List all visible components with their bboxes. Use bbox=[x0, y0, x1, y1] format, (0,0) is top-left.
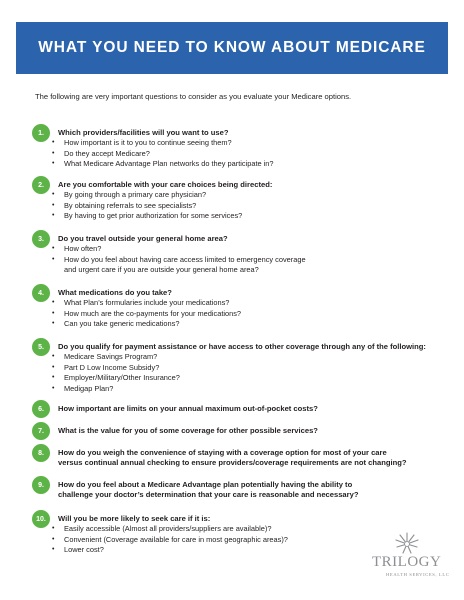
question-text: Will you be more likely to seek care if it is: bbox=[58, 514, 211, 523]
question-text-line-2: challenge your doctor’s determination that your care is reasonable and necessary? bbox=[58, 490, 359, 499]
question-text bbox=[58, 448, 458, 468]
intro-text: The following are very important questions to consider as you evaluate your Medicare options. bbox=[35, 92, 352, 101]
list-item bbox=[52, 255, 306, 276]
question-text: Do you qualify for payment assistance or have access to other coverage through any of the following: bbox=[58, 342, 426, 351]
question-5-sublist bbox=[52, 352, 180, 394]
question-text: Are you comfortable with your care choices being directed: bbox=[58, 180, 273, 189]
list-item: • Employer/Military/Other Insurance? bbox=[52, 373, 180, 384]
question-number-badge: 9. bbox=[32, 476, 50, 494]
question-text: What medications do you take? bbox=[58, 288, 172, 297]
question-text-line-1: How do you weigh the convenience of staying with a coverage option for most of your care bbox=[58, 448, 387, 457]
question-number-badge: 4. bbox=[32, 284, 50, 302]
list-item: • By obtaining referrals to see specialists? bbox=[52, 201, 242, 212]
question-text-line-2: versus continual annual checking to ensure providers/coverage requirements are not changing? bbox=[58, 458, 407, 467]
question-number-badge: 1. bbox=[32, 124, 50, 142]
logo-tagline: HEALTH SERVICES, LLC bbox=[386, 572, 450, 577]
question-1-sublist bbox=[52, 138, 274, 170]
question-text: Which providers/facilities will you want to use? bbox=[58, 128, 229, 137]
list-item: • How important is it to you to continue seeing them? bbox=[52, 138, 274, 149]
question-number-badge: 5. bbox=[32, 338, 50, 356]
list-item-continuation: and urgent care if you are outside your general home area? bbox=[64, 265, 259, 275]
list-item: • Medigap Plan? bbox=[52, 384, 180, 395]
question-text: Do you travel outside your general home area? bbox=[58, 234, 228, 243]
question-number-badge: 3. bbox=[32, 230, 50, 248]
trilogy-logo bbox=[368, 532, 448, 584]
question-number-badge: 2. bbox=[32, 176, 50, 194]
list-item: • Convenient (Coverage available for care in most geographic areas)? bbox=[52, 535, 288, 546]
starburst-icon bbox=[394, 532, 420, 556]
list-item: • How much are the co-payments for your medications? bbox=[52, 309, 241, 320]
question-number-badge: 8. bbox=[32, 444, 50, 462]
question-text: What is the value for you of some coverage for other possible services? bbox=[58, 426, 318, 435]
list-item: • Medicare Savings Program? bbox=[52, 352, 180, 363]
list-item: • What Medicare Advantage Plan networks do they participate in? bbox=[52, 159, 274, 170]
question-4-sublist bbox=[52, 298, 241, 330]
list-item: • By having to get prior authorization for some services? bbox=[52, 211, 242, 222]
list-item: • How often? bbox=[52, 244, 306, 255]
logo-wordmark: TRILOGY bbox=[372, 554, 442, 570]
question-text: How important are limits on your annual maximum out-of-pocket costs? bbox=[58, 404, 318, 413]
list-item: • Do they accept Medicare? bbox=[52, 149, 274, 160]
list-item: • Easily accessible (Almost all providers/suppliers are available)? bbox=[52, 524, 288, 535]
list-item: • What Plan’s formularies include your medications? bbox=[52, 298, 241, 309]
question-number-badge: 6. bbox=[32, 400, 50, 418]
question-2-sublist bbox=[52, 190, 242, 222]
question-number-badge: 7. bbox=[32, 422, 50, 440]
list-item-line: How do you feel about having care access limited to emergency coverage bbox=[64, 254, 306, 264]
list-item: • By going through a primary care physician? bbox=[52, 190, 242, 201]
question-10-sublist bbox=[52, 524, 288, 556]
list-item: • Lower cost? bbox=[52, 545, 288, 556]
question-text bbox=[58, 480, 458, 500]
question-number-badge: 10. bbox=[32, 510, 50, 528]
page-title: WHAT YOU NEED TO KNOW ABOUT MEDICARE bbox=[38, 39, 426, 56]
list-item: • Can you take generic medications? bbox=[52, 319, 241, 330]
header-banner bbox=[16, 22, 448, 74]
question-text-line-1: How do you feel about a Medicare Advantage plan potentially having the ability to bbox=[58, 480, 353, 489]
question-3-sublist bbox=[52, 244, 306, 276]
list-item: • Part D Low Income Subsidy? bbox=[52, 363, 180, 374]
